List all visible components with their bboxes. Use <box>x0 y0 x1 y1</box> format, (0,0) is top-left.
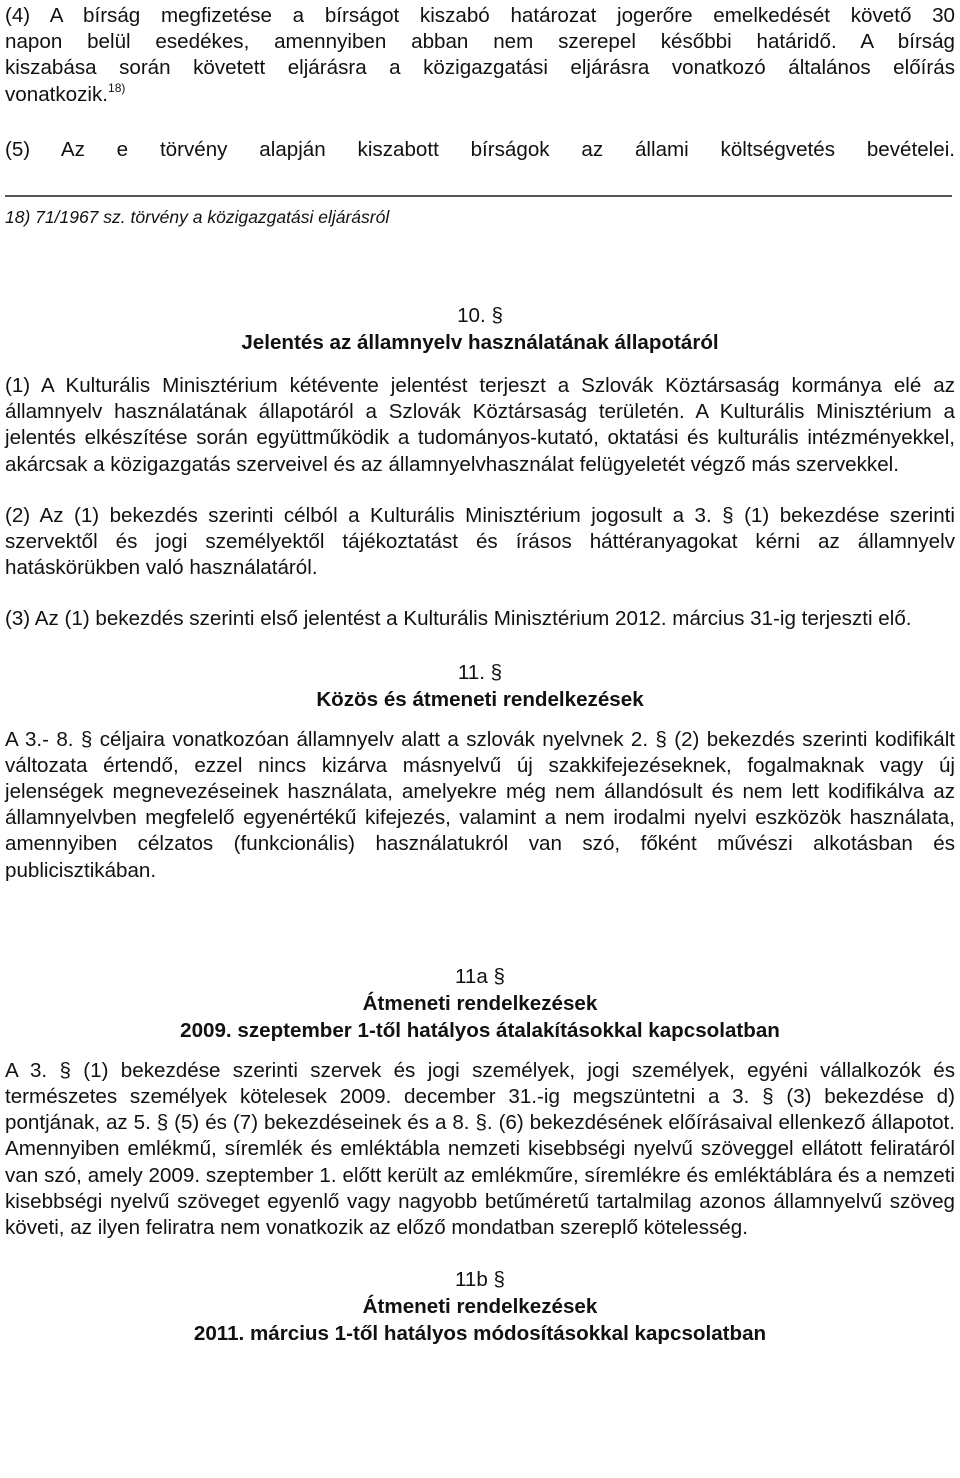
section-subtitle: 2009. szeptember 1-től hatályos átalakításokkal kapcsolatban <box>180 1018 780 1042</box>
section-number: 11b § <box>454 1268 506 1292</box>
paragraph-4-line-1: (4) A bírság megfizetése a bírságot kiszabó határozat jogerőre emelkedését követő 30 <box>5 4 955 27</box>
section-sign-icon: § <box>493 964 506 988</box>
section-sign-icon: § <box>80 727 93 751</box>
section-11-paragraph: A 3.- 8. § céljaira vonatkozóan államnyelv alatt a szlovák nyelvnek 2. § (2) bekezdés szerinti kodifikált változata értendő, ezzel nincs kizárva másnyelvű új szakkifejezéseknek, fogalmaknak vagy új jelenségek megnevezéseinek használata, amelyekre még nem állandósult és nem lett kodifikálva az államnyelvben megfelelő egyenértékű kifejezés, valamint a nem irodalmi nyelvi eszközök használata, amennyiben célzatos (funkcionális) használatukról van szó, főként művészi alkotásban és publicisztikában. <box>5 727 955 882</box>
section-title: Átmeneti rendelkezések <box>362 991 598 1015</box>
section-sign-icon: § <box>59 1058 71 1082</box>
section-11b-heading <box>5 1266 955 1347</box>
section-11a-paragraph: A 3. § (1) bekezdése szerinti szervek és jogi személyek, jogi személyek, egyéni vállalkozók és természetes személyek kötelesek 2009. december 31.-ig megszüntetni a 3. § (3) bekezdése d) pontjának, az 5. § (5) és (7) bekezdéseinek és a 8. §. (6) bekezdésének előírásaival ellenkező állapotot. Amennyiben emlékmű, síremlék és emléktábla nemzeti kisebbségi nyelvű szöveggel ellátott feliratáról van szó, amely 2009. szeptember 1. előtt került az emlékműre, síremlékre és emléktáblára és a nemzeti kisebbségi nyelvű szöveget egyenlő vagy nagyobb betűméretű tartalmilag azonos államnyelvű szöveg követi, az ilyen feliratra nem vonatkozik az előző mondatban szereplő kötelesség. <box>5 1058 956 1240</box>
section-number: 10. § <box>457 304 503 328</box>
footnote-ref[interactable]: 18) <box>108 80 126 95</box>
document-page <box>5 0 955 1347</box>
paragraph-4-line-4: vonatkozik.$^{18)}$ <box>5 80 126 106</box>
section-sign-icon: § <box>475 1111 487 1135</box>
section-sign-icon: § <box>762 1085 774 1109</box>
section-title: Jelentés az államnyelv használatának állapotáról <box>241 331 719 355</box>
paragraph-4-line-2: napon belül esedékes, amennyiben abban nem szerepel későbbi határidő. A bírság <box>5 30 955 54</box>
section-subtitle: 2011. március 1-től hatályos módosításokkal kapcsolatban <box>193 1322 767 1346</box>
section-10-paragraph-3: (3) Az (1) bekezdés szerinti első jelentést a Kulturális Minisztérium 2012. március 31-ig terjeszti elő. <box>5 607 912 631</box>
section-10-paragraph-2: (2) Az (1) bekezdés szerinti célból a Kulturális Minisztérium jogosult a 3. § (1) bekezdése szerinti szervektől és jogi személyektől tájékoztatást és írásos háttéranyagokat kérni az államnyelv hatáskörükben való használatáról. <box>5 503 955 580</box>
paragraph-5: (5) Az e törvény alapján kiszabott bírságok az állami költségvetés bevételei. <box>5 137 955 161</box>
section-sign-icon: § <box>722 503 734 527</box>
section-title: Közös és átmeneti rendelkezések <box>316 687 644 711</box>
paragraph-4-line-3: kiszabása során követett eljárásra a közigazgatási eljárásra vonatkozó általános előírás <box>5 56 955 80</box>
section-sign-icon: § <box>491 304 503 328</box>
section-10-heading <box>5 302 955 356</box>
section-number: 11. § <box>457 660 503 684</box>
section-title: Átmeneti rendelkezések <box>362 1295 598 1319</box>
section-sign-icon: § <box>655 727 667 751</box>
section-10-paragraph-1: (1) A Kulturális Minisztérium kétévente jelentést terjeszt a Szlovák Köztársaság kormánya elé az államnyelv használatának állapotáról a Szlovák Köztársaság területén. A Kulturális Minisztérium a jelentés elkészítése során együttműködik a tudományos-kutató, oktatási és kulturális intézményekkel, akárcsak a közigazgatás szerveivel és az államnyelvhasználat felügyeletét végző más szervekkel. <box>5 374 955 476</box>
footnote-divider <box>5 195 952 197</box>
section-11a-heading <box>5 963 955 1044</box>
section-sign-icon: § <box>156 1111 169 1135</box>
section-sign-icon: § <box>490 660 503 684</box>
section-11-heading <box>5 659 955 713</box>
footnote-text: 18) 71/1967 sz. törvény a közigazgatási eljárásról <box>5 207 390 228</box>
section-sign-icon: § <box>493 1268 506 1292</box>
section-number: 11a § <box>454 964 506 988</box>
